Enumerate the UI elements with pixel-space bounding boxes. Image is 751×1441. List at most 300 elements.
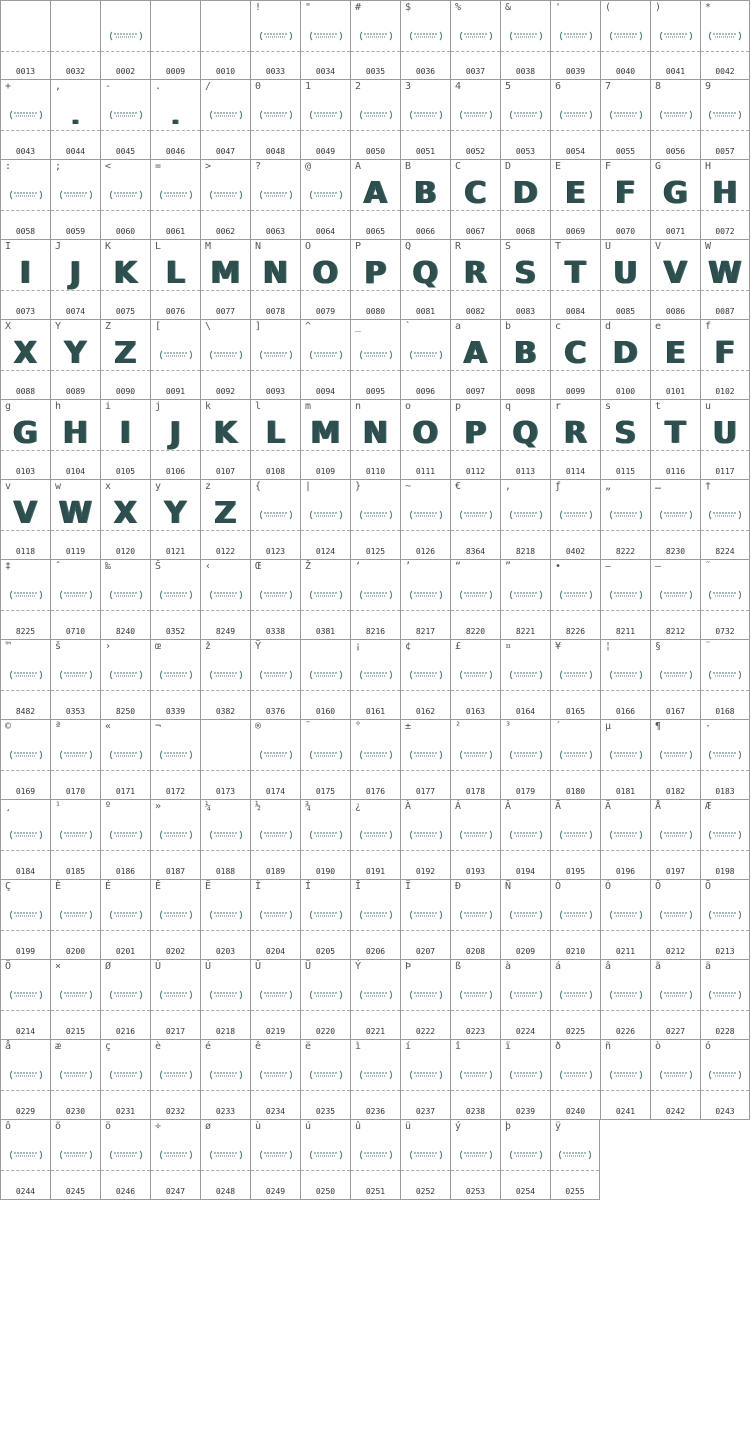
character-label: J: [55, 241, 62, 252]
baseline-guide: [1, 130, 50, 131]
character-label: ¦: [605, 641, 612, 652]
character-label: 7: [605, 81, 612, 92]
baseline-guide: [701, 610, 749, 611]
character-label: s: [605, 401, 612, 412]
character-label: L: [155, 241, 162, 252]
character-code: 0247: [165, 1187, 186, 1196]
glyph-cell: [400, 0, 450, 80]
glyph-cell: [500, 400, 550, 480]
missing-glyph-placeholder: [560, 990, 592, 1000]
missing-glyph-placeholder: [260, 830, 292, 840]
missing-glyph-placeholder: [260, 990, 292, 1000]
character-label: Å: [655, 801, 662, 812]
glyph-cell: [550, 1120, 600, 1200]
baseline-guide: [51, 1090, 100, 1091]
baseline-guide: [101, 130, 150, 131]
character-code: 0105: [115, 467, 136, 476]
glyph-cell: [0, 320, 50, 400]
character-code: 0235: [315, 1107, 336, 1116]
character-code: 0013: [15, 67, 36, 76]
missing-glyph-placeholder: [360, 750, 392, 760]
glyph-cell: [550, 240, 600, 320]
character-code: 0160: [315, 707, 336, 716]
character-code: 0207: [415, 947, 436, 956]
character-code: 0233: [215, 1107, 236, 1116]
baseline-guide: [501, 770, 550, 771]
character-code: 8226: [565, 627, 586, 636]
baseline-guide: [301, 1010, 350, 1011]
glyph-cell: [500, 560, 550, 640]
character-label: ×: [55, 961, 62, 972]
character-label: í: [405, 1041, 412, 1052]
glyph-cell: [100, 0, 150, 80]
glyph-cell: [300, 880, 350, 960]
glyph-cell: [650, 160, 700, 240]
glyph-cell: [500, 0, 550, 80]
character-code: 8221: [515, 627, 536, 636]
character-code: 0058: [15, 227, 36, 236]
missing-glyph-placeholder: [610, 31, 642, 41]
glyph-cell: [150, 320, 200, 400]
glyph-sample: K: [113, 256, 138, 291]
character-code: 0056: [665, 147, 686, 156]
glyph-cell: [0, 480, 50, 560]
character-code: 8211: [615, 627, 636, 636]
missing-glyph-placeholder: [410, 910, 442, 920]
character-code: 0075: [115, 307, 136, 316]
character-code: 0402: [565, 547, 586, 556]
glyph-cell: [650, 80, 700, 160]
glyph-cell: [100, 240, 150, 320]
glyph-cell: [700, 80, 750, 160]
glyph-cell: [0, 560, 50, 640]
character-label: ': [555, 2, 562, 13]
glyph-cell: [450, 0, 500, 80]
baseline-guide: [501, 210, 550, 211]
glyph-cell: [550, 80, 600, 160]
character-label: =: [155, 161, 162, 172]
glyph-sample: M: [310, 416, 341, 451]
baseline-guide: [501, 610, 550, 611]
baseline-guide: [651, 850, 700, 851]
character-code: 0009: [165, 67, 186, 76]
baseline-guide: [651, 130, 700, 131]
glyph-cell: [250, 1120, 300, 1200]
glyph-sample: U: [613, 256, 638, 291]
character-code: 8222: [615, 547, 636, 556]
character-code: 0103: [15, 467, 36, 476]
glyph-cell: [400, 1040, 450, 1120]
character-code: 0064: [315, 227, 336, 236]
baseline-guide: [101, 690, 150, 691]
character-label: ß: [455, 961, 462, 972]
character-label: ,: [55, 81, 62, 92]
character-label: ð: [555, 1041, 562, 1052]
character-label: Ê: [155, 881, 162, 892]
missing-glyph-placeholder: [160, 750, 192, 760]
character-label: Ø: [105, 961, 112, 972]
character-code: 0224: [515, 1027, 536, 1036]
character-code: 0212: [665, 947, 686, 956]
missing-glyph-placeholder: [610, 510, 642, 520]
missing-glyph-placeholder: [709, 750, 741, 760]
missing-glyph-placeholder: [360, 670, 392, 680]
baseline-guide: [301, 290, 350, 291]
character-label: ¸: [5, 801, 12, 812]
baseline-guide: [651, 210, 700, 211]
character-label: ‡: [5, 561, 12, 572]
glyph-cell: [600, 80, 650, 160]
character-label: Ò: [555, 881, 562, 892]
baseline-guide: [1, 850, 50, 851]
missing-glyph-placeholder: [10, 1150, 42, 1160]
baseline-guide: [451, 1010, 500, 1011]
baseline-guide: [551, 1090, 600, 1091]
baseline-guide: [401, 1090, 450, 1091]
baseline-guide: [51, 130, 100, 131]
baseline-guide: [701, 450, 749, 451]
missing-glyph-placeholder: [10, 590, 42, 600]
glyph-sample: Z: [114, 336, 137, 371]
character-label: ù: [255, 1121, 262, 1132]
missing-glyph-placeholder: [310, 590, 342, 600]
glyph-cell: [0, 1040, 50, 1120]
missing-glyph-placeholder: [560, 830, 592, 840]
character-label: œ: [155, 641, 162, 652]
glyph-cell: [500, 80, 550, 160]
missing-glyph-placeholder: [60, 990, 92, 1000]
missing-glyph-placeholder: [110, 1070, 142, 1080]
baseline-guide: [51, 370, 100, 371]
glyph-cell: [700, 960, 750, 1040]
missing-glyph-placeholder: [460, 830, 492, 840]
character-code: 0052: [465, 147, 486, 156]
baseline-guide: [101, 290, 150, 291]
glyph-cell: [550, 400, 600, 480]
character-label: B: [405, 161, 412, 172]
character-code: 0068: [515, 227, 536, 236]
character-label: 6: [555, 81, 562, 92]
missing-glyph-placeholder: [460, 1150, 492, 1160]
baseline-guide: [151, 210, 200, 211]
glyph-sample: E: [665, 336, 686, 371]
character-code: 0059: [65, 227, 86, 236]
character-code: 0123: [265, 547, 286, 556]
character-code: 0226: [615, 1027, 636, 1036]
character-label: .: [155, 81, 162, 92]
glyph-cell: [300, 80, 350, 160]
baseline-guide: [251, 370, 300, 371]
missing-glyph-placeholder: [709, 830, 741, 840]
character-label: –: [605, 561, 612, 572]
glyph-cell: [250, 880, 300, 960]
glyph-cell: [100, 640, 150, 720]
character-code: 0338: [265, 627, 286, 636]
baseline-guide: [401, 370, 450, 371]
glyph-cell: [650, 880, 700, 960]
character-label: u: [705, 401, 712, 412]
glyph-cell: [150, 720, 200, 800]
character-label: n: [355, 401, 362, 412]
character-label: X: [5, 321, 12, 332]
character-label: R: [455, 241, 462, 252]
character-code: 0098: [515, 387, 536, 396]
glyph-sample: N: [362, 416, 389, 451]
character-code: 0099: [565, 387, 586, 396]
glyph-cell: [700, 400, 750, 480]
glyph-sample: R: [463, 256, 488, 291]
character-code: 0184: [15, 867, 36, 876]
missing-glyph-placeholder: [10, 990, 42, 1000]
baseline-guide: [101, 930, 150, 931]
character-code: 0188: [215, 867, 236, 876]
character-code: 0045: [115, 147, 136, 156]
baseline-guide: [351, 610, 400, 611]
missing-glyph-placeholder: [460, 910, 492, 920]
character-code: 0225: [565, 1027, 586, 1036]
character-label: †: [705, 481, 712, 492]
character-label: O: [305, 241, 312, 252]
missing-glyph-placeholder: [160, 590, 192, 600]
glyph-cell: [300, 0, 350, 80]
glyph-cell: [700, 1040, 750, 1120]
missing-glyph-placeholder: [510, 110, 542, 120]
baseline-guide: [401, 770, 450, 771]
character-code: 0162: [415, 707, 436, 716]
baseline-guide: [301, 1090, 350, 1091]
baseline-guide: [51, 1170, 100, 1171]
character-label: p: [455, 401, 462, 412]
character-label: /: [205, 81, 212, 92]
baseline-guide: [1, 930, 50, 931]
glyph-cell: [350, 240, 400, 320]
character-code: 0044: [65, 147, 86, 156]
missing-glyph-placeholder: [210, 910, 242, 920]
missing-glyph-placeholder: [709, 110, 741, 120]
missing-glyph-placeholder: [460, 1070, 492, 1080]
baseline-guide: [401, 610, 450, 611]
character-label: ¤: [505, 641, 512, 652]
baseline-guide: [601, 930, 650, 931]
character-label: 0: [255, 81, 262, 92]
glyph-cell: [400, 320, 450, 400]
glyph-cell: [250, 640, 300, 720]
character-label: ý: [455, 1121, 462, 1132]
missing-glyph-placeholder: [260, 910, 292, 920]
glyph-sample: F: [615, 176, 636, 211]
glyph-cell: [600, 480, 650, 560]
glyph-cell: [350, 160, 400, 240]
baseline-guide: [501, 51, 550, 52]
character-label: y: [155, 481, 162, 492]
baseline-guide: [201, 210, 250, 211]
character-code: 0040: [615, 67, 636, 76]
missing-glyph-placeholder: [410, 750, 442, 760]
glyph-cell: [200, 1120, 250, 1200]
baseline-guide: [301, 130, 350, 131]
baseline-guide: [701, 210, 749, 211]
glyph-cell: [350, 560, 400, 640]
character-code: 0234: [265, 1107, 286, 1116]
baseline-guide: [601, 610, 650, 611]
character-label: +: [5, 81, 12, 92]
glyph-cell: [450, 400, 500, 480]
missing-glyph-placeholder: [260, 31, 292, 41]
glyph-cell: [500, 720, 550, 800]
character-code: 0089: [65, 387, 86, 396]
character-code: 0244: [15, 1187, 36, 1196]
baseline-guide: [151, 450, 200, 451]
baseline-guide: [301, 690, 350, 691]
glyph-cell: [600, 880, 650, 960]
glyph-sample: Y: [64, 336, 87, 371]
character-label: Ù: [155, 961, 162, 972]
baseline-guide: [251, 1090, 300, 1091]
character-code: 0203: [215, 947, 236, 956]
glyph-cell: [250, 320, 300, 400]
character-code: 0067: [465, 227, 486, 236]
character-code: 0253: [465, 1187, 486, 1196]
character-code: 0230: [65, 1107, 86, 1116]
missing-glyph-placeholder: [660, 990, 692, 1000]
character-label: “: [455, 561, 462, 572]
baseline-guide: [301, 530, 350, 531]
missing-glyph-placeholder: [610, 990, 642, 1000]
missing-glyph-placeholder: [60, 190, 92, 200]
character-code: 8364: [465, 547, 486, 556]
baseline-guide: [151, 51, 200, 52]
character-code: 0117: [715, 467, 735, 476]
baseline-guide: [151, 1010, 200, 1011]
character-code: 0097: [465, 387, 486, 396]
missing-glyph-placeholder: [160, 830, 192, 840]
missing-glyph-placeholder: [110, 31, 142, 41]
baseline-guide: [301, 930, 350, 931]
baseline-guide: [651, 51, 700, 52]
character-label: x: [105, 481, 112, 492]
glyph-cell: [150, 1040, 200, 1120]
character-label: û: [355, 1121, 362, 1132]
glyph-cell: [700, 0, 750, 80]
missing-glyph-placeholder: [610, 910, 642, 920]
baseline-guide: [201, 610, 250, 611]
character-code: 0168: [715, 707, 735, 716]
character-code: 0080: [365, 307, 386, 316]
glyph-cell: [0, 640, 50, 720]
glyph-cell: [50, 880, 100, 960]
missing-glyph-placeholder: [160, 990, 192, 1000]
baseline-guide: [451, 130, 500, 131]
glyph-cell: [550, 800, 600, 880]
character-label: ¾: [305, 801, 312, 812]
baseline-guide: [651, 530, 700, 531]
missing-glyph-placeholder: [60, 750, 92, 760]
missing-glyph-placeholder: [360, 990, 392, 1000]
glyph-cell: [250, 800, 300, 880]
baseline-guide: [301, 610, 350, 611]
missing-glyph-placeholder: [709, 990, 741, 1000]
baseline-guide: [51, 770, 100, 771]
glyph-cell: [550, 320, 600, 400]
baseline-guide: [701, 130, 749, 131]
character-label: ): [655, 2, 662, 13]
glyph-sample: Y: [164, 496, 187, 531]
glyph-cell: [500, 800, 550, 880]
character-label: A: [355, 161, 362, 172]
glyph-cell: [550, 560, 600, 640]
glyph-cell: [700, 240, 750, 320]
baseline-guide: [451, 930, 500, 931]
glyph-cell: [500, 1040, 550, 1120]
glyph-cell: [50, 240, 100, 320]
character-label: d: [605, 321, 612, 332]
baseline-guide: [101, 610, 150, 611]
glyph-cell: [100, 560, 150, 640]
missing-glyph-placeholder: [60, 1150, 92, 1160]
character-label: ‘: [355, 561, 362, 572]
character-code: 0057: [715, 147, 735, 156]
character-code: 8250: [115, 707, 136, 716]
glyph-cell: [350, 0, 400, 80]
baseline-guide: [501, 130, 550, 131]
character-label: !: [255, 2, 262, 13]
missing-glyph-placeholder: [410, 510, 442, 520]
missing-glyph-placeholder: [460, 510, 492, 520]
character-label: ¯: [305, 721, 312, 732]
missing-glyph-placeholder: [110, 910, 142, 920]
glyph-cell: [100, 720, 150, 800]
missing-glyph-placeholder: [160, 1070, 192, 1080]
baseline-guide: [351, 850, 400, 851]
character-code: 0215: [65, 1027, 86, 1036]
character-label: ©: [5, 721, 12, 732]
glyph-sample: D: [613, 336, 638, 371]
glyph-cell: [350, 320, 400, 400]
glyph-cell: [350, 400, 400, 480]
baseline-guide: [101, 1170, 150, 1171]
missing-glyph-placeholder: [360, 31, 392, 41]
baseline-guide: [251, 770, 300, 771]
baseline-guide: [201, 1090, 250, 1091]
character-code: 0376: [265, 707, 286, 716]
character-code: 0118: [15, 547, 36, 556]
glyph-cell: [0, 0, 50, 80]
character-label: ‚: [505, 481, 512, 492]
baseline-guide: [151, 370, 200, 371]
baseline-guide: [401, 450, 450, 451]
character-code: 0211: [615, 947, 636, 956]
missing-glyph-placeholder: [360, 110, 392, 120]
glyph-sample: W: [58, 496, 93, 531]
character-code: 0066: [415, 227, 436, 236]
character-label: Ñ: [505, 881, 512, 892]
missing-glyph-placeholder: [10, 670, 42, 680]
character-label: Ð: [455, 881, 462, 892]
missing-glyph-placeholder: [410, 590, 442, 600]
glyph-cell: [400, 800, 450, 880]
character-code: 0053: [515, 147, 536, 156]
missing-glyph-placeholder: [360, 1070, 392, 1080]
character-code: 0124: [315, 547, 336, 556]
glyph-cell: [400, 160, 450, 240]
glyph-cell: [550, 0, 600, 80]
character-label: ±: [405, 721, 412, 732]
baseline-guide: [101, 370, 150, 371]
baseline-guide: [51, 450, 100, 451]
glyph-sample: A: [463, 336, 488, 371]
character-code: 0094: [315, 387, 336, 396]
character-label: Ý: [355, 961, 362, 972]
